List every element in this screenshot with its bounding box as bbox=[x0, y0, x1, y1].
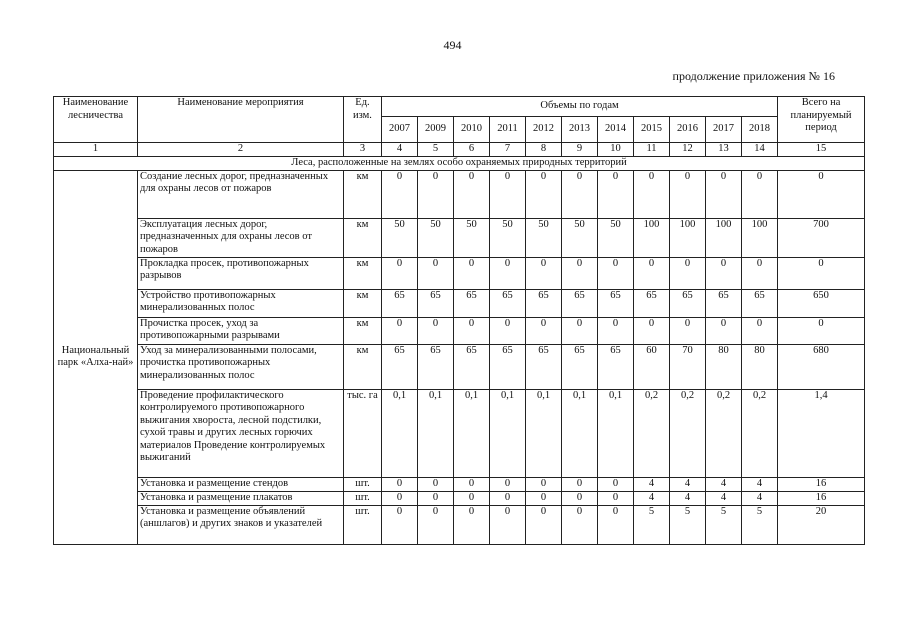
year-value-cell: 65 bbox=[490, 344, 526, 389]
header-year: 2015 bbox=[634, 117, 670, 143]
year-value-cell: 0 bbox=[562, 505, 598, 544]
year-value-cell: 65 bbox=[706, 289, 742, 317]
year-value-cell: 70 bbox=[670, 344, 706, 389]
year-value-cell: 0 bbox=[742, 170, 778, 218]
year-value-cell: 0 bbox=[562, 477, 598, 491]
total-cell: 680 bbox=[778, 344, 865, 389]
year-value-cell: 5 bbox=[670, 505, 706, 544]
year-value-cell: 50 bbox=[418, 218, 454, 257]
year-value-cell: 5 bbox=[706, 505, 742, 544]
year-value-cell: 4 bbox=[706, 491, 742, 505]
header-total: Всего на планируемый период bbox=[778, 97, 865, 143]
year-value-cell: 0 bbox=[598, 505, 634, 544]
year-value-cell: 5 bbox=[634, 505, 670, 544]
column-number: 2 bbox=[138, 143, 344, 157]
column-number: 14 bbox=[742, 143, 778, 157]
year-value-cell: 0 bbox=[670, 170, 706, 218]
year-value-cell: 50 bbox=[562, 218, 598, 257]
year-value-cell: 0,2 bbox=[706, 389, 742, 477]
year-value-cell: 65 bbox=[382, 344, 418, 389]
year-value-cell: 0 bbox=[706, 317, 742, 344]
year-value-cell: 65 bbox=[562, 289, 598, 317]
unit-cell: км bbox=[344, 170, 382, 218]
header-year: 2011 bbox=[490, 117, 526, 143]
year-value-cell: 0 bbox=[598, 257, 634, 289]
unit-cell: км bbox=[344, 257, 382, 289]
column-number: 8 bbox=[526, 143, 562, 157]
activities-table bbox=[53, 96, 865, 545]
total-cell: 0 bbox=[778, 257, 865, 289]
year-value-cell: 4 bbox=[742, 477, 778, 491]
year-value-cell: 0 bbox=[526, 505, 562, 544]
year-value-cell: 0 bbox=[382, 170, 418, 218]
unit-cell: км bbox=[344, 344, 382, 389]
activity-name: Проведение профилактического контролируемого противопожарного выжигания хвороста, лесной подстилки, сухой травы и других лесных горючих материалов Проведение контролируемых выжиганий bbox=[138, 389, 344, 477]
column-number: 11 bbox=[634, 143, 670, 157]
year-value-cell: 0 bbox=[670, 257, 706, 289]
year-value-cell: 50 bbox=[598, 218, 634, 257]
year-value-cell: 0 bbox=[454, 317, 490, 344]
table-row bbox=[54, 170, 865, 218]
header-year: 2014 bbox=[598, 117, 634, 143]
year-value-cell: 50 bbox=[454, 218, 490, 257]
year-value-cell: 65 bbox=[742, 289, 778, 317]
year-value-cell: 0 bbox=[742, 257, 778, 289]
year-value-cell: 0 bbox=[454, 491, 490, 505]
year-value-cell: 80 bbox=[706, 344, 742, 389]
header-year: 2010 bbox=[454, 117, 490, 143]
unit-cell: км bbox=[344, 317, 382, 344]
year-value-cell: 0 bbox=[382, 477, 418, 491]
year-value-cell: 65 bbox=[670, 289, 706, 317]
header-year: 2016 bbox=[670, 117, 706, 143]
table-row bbox=[54, 317, 865, 344]
year-value-cell: 5 bbox=[742, 505, 778, 544]
unit-cell: км bbox=[344, 218, 382, 257]
table-row bbox=[54, 289, 865, 317]
year-value-cell: 0,1 bbox=[382, 389, 418, 477]
year-value-cell: 0 bbox=[490, 317, 526, 344]
activity-name: Установка и размещение плакатов bbox=[138, 491, 344, 505]
year-value-cell: 65 bbox=[526, 344, 562, 389]
year-value-cell: 80 bbox=[742, 344, 778, 389]
year-value-cell: 0 bbox=[490, 477, 526, 491]
header-year: 2007 bbox=[382, 117, 418, 143]
year-value-cell: 0 bbox=[706, 170, 742, 218]
year-value-cell: 65 bbox=[598, 289, 634, 317]
table-row bbox=[54, 257, 865, 289]
total-cell: 0 bbox=[778, 170, 865, 218]
unit-cell: шт. bbox=[344, 491, 382, 505]
year-value-cell: 4 bbox=[634, 477, 670, 491]
header-unit: Ед. изм. bbox=[344, 97, 382, 143]
year-value-cell: 100 bbox=[634, 218, 670, 257]
header-activity: Наименование мероприятия bbox=[138, 97, 344, 143]
year-value-cell: 0 bbox=[454, 170, 490, 218]
total-cell: 650 bbox=[778, 289, 865, 317]
section-title: Леса, расположенные на землях особо охраняемых природных территорий bbox=[54, 156, 865, 170]
year-value-cell: 4 bbox=[670, 477, 706, 491]
column-number: 3 bbox=[344, 143, 382, 157]
unit-cell: шт. bbox=[344, 505, 382, 544]
column-number: 15 bbox=[778, 143, 865, 157]
total-cell: 20 bbox=[778, 505, 865, 544]
year-value-cell: 50 bbox=[490, 218, 526, 257]
year-value-cell: 100 bbox=[742, 218, 778, 257]
year-value-cell: 50 bbox=[526, 218, 562, 257]
year-value-cell: 0 bbox=[418, 317, 454, 344]
year-value-cell: 0 bbox=[742, 317, 778, 344]
column-number: 6 bbox=[454, 143, 490, 157]
activity-name: Создание лесных дорог, предназначенных для охраны лесов от пожаров bbox=[138, 170, 344, 218]
year-value-cell: 65 bbox=[382, 289, 418, 317]
header-year: 2013 bbox=[562, 117, 598, 143]
section-row bbox=[54, 156, 865, 170]
year-value-cell: 0 bbox=[670, 317, 706, 344]
year-value-cell: 0 bbox=[634, 257, 670, 289]
table-row bbox=[54, 491, 865, 505]
year-value-cell: 0,1 bbox=[490, 389, 526, 477]
year-value-cell: 0 bbox=[454, 505, 490, 544]
year-value-cell: 0 bbox=[526, 477, 562, 491]
year-value-cell: 0 bbox=[526, 170, 562, 218]
year-value-cell: 50 bbox=[382, 218, 418, 257]
year-value-cell: 0 bbox=[418, 257, 454, 289]
year-value-cell: 0 bbox=[418, 505, 454, 544]
table-row bbox=[54, 344, 865, 389]
year-value-cell: 0 bbox=[490, 491, 526, 505]
year-value-cell: 60 bbox=[634, 344, 670, 389]
year-value-cell: 0 bbox=[490, 170, 526, 218]
year-value-cell: 0 bbox=[706, 257, 742, 289]
column-number: 9 bbox=[562, 143, 598, 157]
activity-name: Устройство противопожарных минерализованных полос bbox=[138, 289, 344, 317]
page-number: 494 bbox=[443, 38, 462, 52]
column-number: 4 bbox=[382, 143, 418, 157]
total-cell: 16 bbox=[778, 491, 865, 505]
year-value-cell: 0 bbox=[382, 491, 418, 505]
year-value-cell: 0,2 bbox=[670, 389, 706, 477]
year-value-cell: 0 bbox=[562, 257, 598, 289]
column-number: 7 bbox=[490, 143, 526, 157]
year-value-cell: 65 bbox=[490, 289, 526, 317]
header-year: 2017 bbox=[706, 117, 742, 143]
appendix-continuation: продолжение приложения № 16 bbox=[672, 69, 835, 83]
activity-name: Уход за минерализованными полосами, прочистка противопожарных минерализованных полос bbox=[138, 344, 344, 389]
activity-name: Установка и размещение объявлений (аншлагов) и других знаков и указателей bbox=[138, 505, 344, 544]
total-cell: 700 bbox=[778, 218, 865, 257]
year-value-cell: 0 bbox=[382, 257, 418, 289]
year-value-cell: 0 bbox=[526, 491, 562, 505]
year-value-cell: 0 bbox=[454, 257, 490, 289]
header-volumes: Объемы по годам bbox=[382, 97, 778, 117]
year-value-cell: 0 bbox=[490, 257, 526, 289]
year-value-cell: 0 bbox=[598, 477, 634, 491]
year-value-cell: 0,1 bbox=[598, 389, 634, 477]
header-year: 2012 bbox=[526, 117, 562, 143]
year-value-cell: 0,2 bbox=[634, 389, 670, 477]
year-value-cell: 0 bbox=[418, 477, 454, 491]
year-value-cell: 65 bbox=[418, 344, 454, 389]
year-value-cell: 0 bbox=[526, 257, 562, 289]
table-row bbox=[54, 389, 865, 477]
year-value-cell: 65 bbox=[634, 289, 670, 317]
year-value-cell: 0 bbox=[490, 505, 526, 544]
year-value-cell: 4 bbox=[742, 491, 778, 505]
header-year: 2018 bbox=[742, 117, 778, 143]
activity-name: Эксплуатация лесных дорог, предназначенных для охраны лесов от пожаров bbox=[138, 218, 344, 257]
year-value-cell: 0 bbox=[562, 317, 598, 344]
table-row bbox=[54, 505, 865, 544]
header-forestry: Наименование лесничества bbox=[54, 97, 138, 143]
year-value-cell: 65 bbox=[454, 344, 490, 389]
column-numbers-row bbox=[54, 143, 865, 157]
year-value-cell: 0 bbox=[418, 170, 454, 218]
year-value-cell: 4 bbox=[670, 491, 706, 505]
year-value-cell: 0 bbox=[598, 491, 634, 505]
table-row bbox=[54, 218, 865, 257]
year-value-cell: 0,2 bbox=[742, 389, 778, 477]
unit-cell: шт. bbox=[344, 477, 382, 491]
header-row bbox=[54, 97, 865, 117]
year-value-cell: 0,1 bbox=[562, 389, 598, 477]
year-value-cell: 0,1 bbox=[526, 389, 562, 477]
year-value-cell: 65 bbox=[598, 344, 634, 389]
year-value-cell: 4 bbox=[634, 491, 670, 505]
year-value-cell: 0,1 bbox=[418, 389, 454, 477]
column-number: 1 bbox=[54, 143, 138, 157]
unit-cell: тыс. га bbox=[344, 389, 382, 477]
year-value-cell: 0 bbox=[454, 477, 490, 491]
year-value-cell: 100 bbox=[706, 218, 742, 257]
year-value-cell: 0 bbox=[562, 491, 598, 505]
total-cell: 1,4 bbox=[778, 389, 865, 477]
activity-name: Прочистка просек, уход за противопожарными разрывами bbox=[138, 317, 344, 344]
total-cell: 16 bbox=[778, 477, 865, 491]
year-value-cell: 0 bbox=[382, 505, 418, 544]
forestry-name: Национальный парк «Алха-най» bbox=[54, 170, 138, 544]
year-value-cell: 65 bbox=[418, 289, 454, 317]
year-value-cell: 0 bbox=[634, 317, 670, 344]
column-number: 13 bbox=[706, 143, 742, 157]
activity-name: Прокладка просек, противопожарных разрывов bbox=[138, 257, 344, 289]
year-value-cell: 0 bbox=[598, 170, 634, 218]
year-value-cell: 65 bbox=[526, 289, 562, 317]
year-value-cell: 0 bbox=[526, 317, 562, 344]
year-value-cell: 0,1 bbox=[454, 389, 490, 477]
year-value-cell: 0 bbox=[562, 170, 598, 218]
column-number: 10 bbox=[598, 143, 634, 157]
year-value-cell: 0 bbox=[382, 317, 418, 344]
column-number: 5 bbox=[418, 143, 454, 157]
total-cell: 0 bbox=[778, 317, 865, 344]
year-value-cell: 0 bbox=[418, 491, 454, 505]
year-value-cell: 0 bbox=[634, 170, 670, 218]
activity-name: Установка и размещение стендов bbox=[138, 477, 344, 491]
column-number: 12 bbox=[670, 143, 706, 157]
year-value-cell: 0 bbox=[598, 317, 634, 344]
year-value-cell: 65 bbox=[562, 344, 598, 389]
year-value-cell: 4 bbox=[706, 477, 742, 491]
unit-cell: км bbox=[344, 289, 382, 317]
year-value-cell: 65 bbox=[454, 289, 490, 317]
table-row bbox=[54, 477, 865, 491]
header-year: 2009 bbox=[418, 117, 454, 143]
year-value-cell: 100 bbox=[670, 218, 706, 257]
